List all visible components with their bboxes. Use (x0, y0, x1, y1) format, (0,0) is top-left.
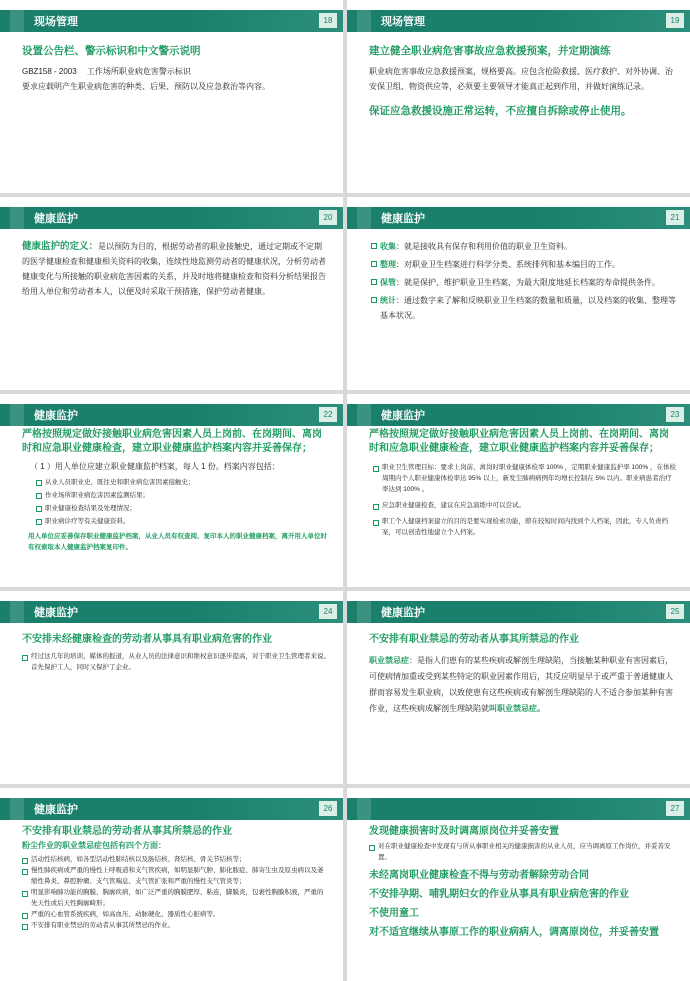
section-title: 现场管理 (34, 16, 78, 28)
slide-header (0, 404, 343, 426)
slide-25 (347, 591, 690, 784)
list-item: 职业卫生管理目标：要求上岗前、离岗时职业健康体检率 100% ，定期职业健康监护率 100% ，在体检周期内个人职业健康体检率达 95% 以上，新发尘肺病病例年均增长控制在 5% 以内。职业病患者治疗率达到 100% 。 (373, 462, 676, 495)
slide-22 (0, 394, 343, 587)
slide-subheading: 保证应急救援设施正常运转，不应擅自拆除或停止使用。 (369, 105, 632, 117)
slide-heading: 设置公告栏、警示标识和中文警示说明 (22, 45, 201, 57)
slide-heading: 未经离岗职业健康检查不得与劳动者解除劳动合同 (369, 870, 589, 881)
slide-subheading: 粉尘作业的职业禁忌症包括有四个方面： (22, 841, 166, 850)
slide-heading: 不安排有职业禁忌的劳动者从事其所禁忌的作业 (22, 826, 232, 837)
list-item: 作业场所职业病危害因素监测结果； (36, 489, 329, 502)
slide-header (0, 10, 343, 32)
list-item: 明显影响肺功能的胸膜、胸廓疾病，如广泛严重的胸膜肥厚、粘连，脚膜炎，包裹性胸膜积液，严重的先天性或后天性胸廓畸形； (22, 887, 329, 909)
page-number: 26 (319, 801, 337, 816)
slide-19 (347, 0, 690, 193)
slide-26 (0, 788, 343, 981)
slide-header (347, 10, 690, 32)
section-title: 健康监护 (381, 607, 425, 619)
section-title: 健康监护 (34, 607, 78, 619)
slide-heading: 对不适宜继续从事原工作的职业病病人，调离原岗位，并妥善安置 (369, 927, 659, 938)
slide-21 (347, 197, 690, 390)
slide-heading: 严格按照规定做好接触职业病危害因素人员上岗前、在岗期间、离岗时和应急职业健康检查，建立职业健康监护档案内容并妥善保存； (369, 429, 669, 454)
footer-note: 用人单位应妥善保存职业健康监护档案，从业人员有权查阅、复印本人的职业健康档案，离开用人单位时有权索取本人健康监护档案复印件。 (28, 533, 327, 551)
slide-heading: 发现健康损害时及时调离原岗位并妥善安置 (369, 826, 559, 837)
list-item: 职业健康检查结果及处理情况； (36, 502, 329, 515)
list-item: 不安排有职业禁忌的劳动者从事其所禁忌的作业。 (22, 920, 329, 931)
slide-18 (0, 0, 343, 193)
list-item: 保管：就是保护、维护职业卫生档案，为最大限度地延长档案的寿命提供条件。 (371, 275, 676, 290)
list-item: 统计：通过数字来了解和反映职业卫生档案的数量和质量，以及档案的收集、整理等基本状况。 (371, 293, 676, 323)
slide-header (0, 798, 343, 820)
page-number: 19 (666, 13, 684, 28)
definition: 职业禁忌症：是指人们患有的某些疾病或解剖生理缺陷，当接触某种职业有害因素后，可使病情加重或受到某些特定的职业因素作用后，其反应明显早于或严重于普通健康人群而容易发生职业病，以致使患有这些疾病或有解剖生理缺陷的人不适合参加某种有害作业，这些疾病成解剖生理缺陷就叫职业禁忌症。 (369, 656, 673, 713)
slide-heading: 不使用童工 (369, 908, 419, 919)
slide-header (347, 798, 690, 820)
page-number: 18 (319, 13, 337, 28)
page-number: 24 (319, 604, 337, 619)
page-number: 21 (666, 210, 684, 225)
list-item: 经过这几年的培训，媒体的报道，从业人员的法律意识和维权意识逐步提高，对于职业卫生管理者来说。 首先保护工人，同时又保护了企业。 (22, 651, 329, 673)
slide-27 (347, 788, 690, 981)
slide-header (0, 601, 343, 623)
requirement-line: 要求应载明产生职业病危害的种类、后果、预防以及应急救治等内容。 (22, 82, 270, 91)
slide-heading: 不安排有职业禁忌的劳动者从事其所禁忌的作业 (369, 634, 579, 645)
intro-text: （ 1 ）用人单位应建立职业健康监护档案，每人 1 份。档案内容包括： (30, 462, 280, 471)
list-item: 职业病诊疗等有关健康资料。 (36, 515, 329, 528)
definition-text: 是以预防为目的，根据劳动者的职业接触史，通过定期或不定期的医学健康检查和健康相关资料的收集，连续性地监测劳动者的健康状况，分析劳动者健康变化与所接触的职业病危害因素的关系，并及时地将健康检查和资料分析结果报告给用人单位和劳动者本人，以便及时采取干预措施，保护劳动者健康。 (22, 242, 326, 296)
list-item: 从业人员职业史、既往史和职业病危害因素接触史； (36, 476, 329, 489)
standard-line: GBZ158 - 2003 工作场所职业病危害警示标识 (22, 67, 191, 76)
page-number: 20 (319, 210, 337, 225)
list-item: 收集：就是接收具有保存和利用价值的职业卫生资料。 (371, 239, 676, 254)
list-item: 职工个人健康档案建立的目的是要实现检索功能，即在较短时间内找到个人档案，因此，专人负责档案，可以创造性地建立个人档案。 (373, 516, 676, 538)
slide-20 (0, 197, 343, 390)
definition-term: 健康监护的定义： (22, 241, 99, 252)
list-item: 活动性结核病，如各型活动性肺结核以及肠结核、肾结核、骨关节结核等； (22, 854, 329, 865)
list-item: 慢性肺疾病或严重的慢性上呼吸道和支气管疾病，如明显肺气肿、肺化脓症、肺寄生虫及原虫病以及萎缩性鼻炎、鼻腔肿瘤、支气管喘息、支气管扩张和严重的慢性支气管炎等； (22, 865, 329, 887)
slide-header (0, 207, 343, 229)
slide-heading: 建立健全职业病危害事故应急救援预案，并定期演练 (369, 45, 611, 57)
section-title: 健康监护 (381, 410, 425, 422)
section-title: 健康监护 (34, 213, 78, 225)
page-number: 23 (666, 407, 684, 422)
slide-24 (0, 591, 343, 784)
slide-heading: 不安排未经健康检查的劳动者从事具有职业病危害的作业 (22, 634, 272, 645)
slide-heading: 不安排孕期、哺乳期妇女的作业从事具有职业病危害的作业 (369, 889, 629, 900)
page-number: 25 (666, 604, 684, 619)
section-title: 健康监护 (34, 410, 78, 422)
page-number: 27 (666, 801, 684, 816)
section-title: 健康监护 (381, 213, 425, 225)
slide-header (347, 207, 690, 229)
section-title: 健康监护 (34, 804, 78, 816)
body-text: 职业病危害事故应急救援预案，规格要高。应包含抢险救援、医疗救护、对外协调、治安保卫组、物资供应等，必须要主要领导才能真正起到作用，并做好演练记录。 (369, 67, 673, 91)
slide-header (347, 601, 690, 623)
list-item: 对在职业健康检查中发现有与所从事职业相关的健康损害的从业人员，应当调离原工作岗位，并妥善安置。 (369, 841, 676, 863)
slide-header (347, 404, 690, 426)
slide-heading: 严格按照规定做好接触职业病危害因素人员上岗前、在岗期间、离岗时和应急职业健康检查，建立职业健康监护档案内容并妥善保存； (22, 429, 322, 454)
section-title: 现场管理 (381, 16, 425, 28)
slide-23 (347, 394, 690, 587)
list-item: 严重的心血管系统疾病，如高血压、动脉硬化、器质性心脏病等。 (22, 909, 329, 920)
list-item: 整理：对职业卫生档案进行科学分类、系统排列和基本编目的工作。 (371, 257, 676, 272)
page-number: 22 (319, 407, 337, 422)
list-item: 应急职业健康检查，建议在应急演练中可以尝试。 (373, 500, 676, 511)
